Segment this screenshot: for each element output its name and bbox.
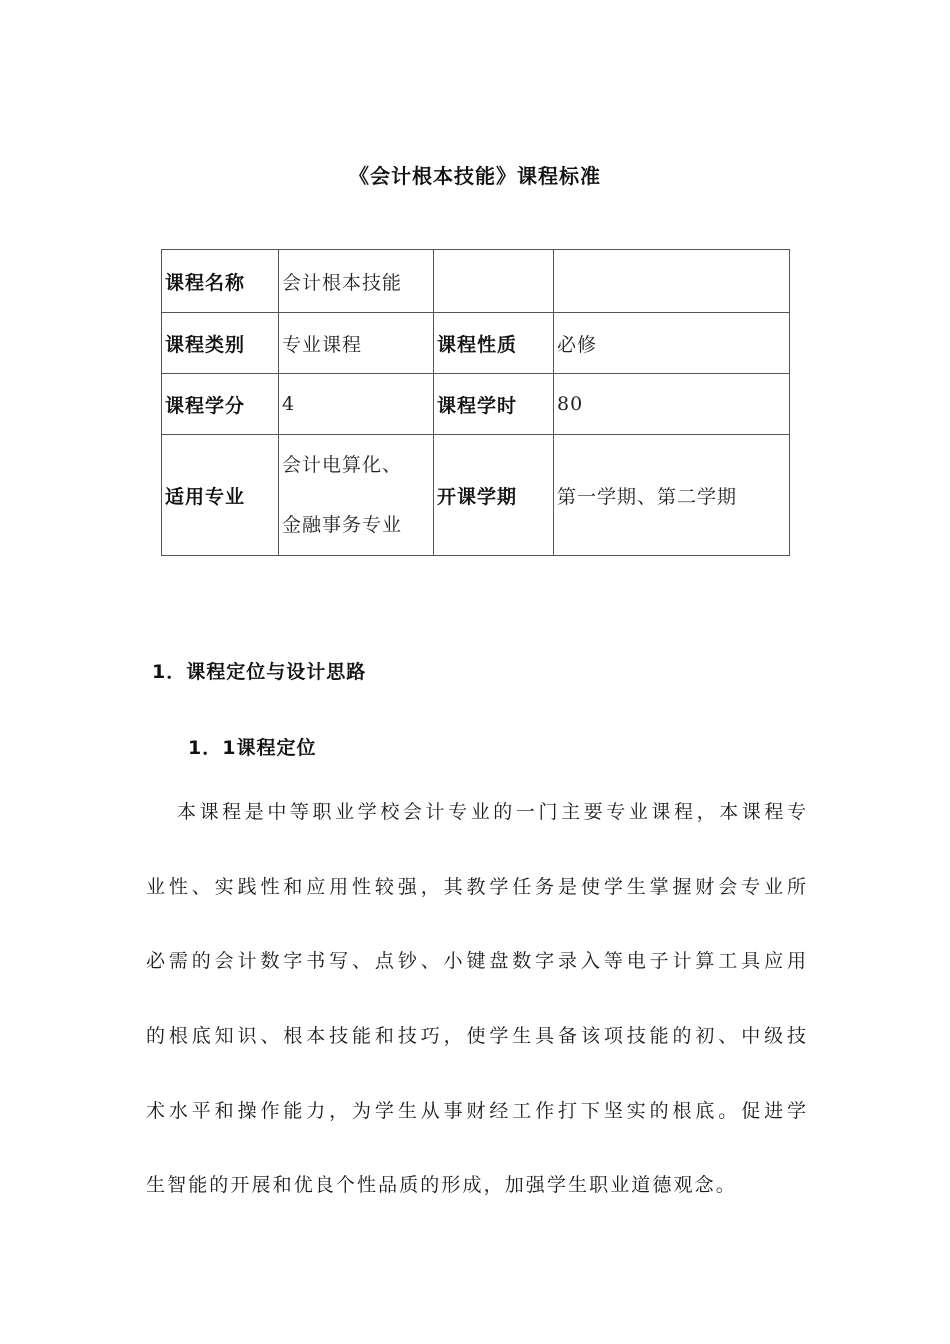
course-nature-label: 课程性质 — [434, 313, 554, 374]
empty-cell — [554, 250, 790, 313]
course-nature-value: 必修 — [554, 313, 790, 374]
course-name-value: 会计根本技能 — [279, 250, 434, 313]
paragraph-line: 术水平和操作能力，为学生从事财经工作打下坚实的根底。促进学 — [146, 1100, 806, 1122]
course-category-label: 课程类别 — [162, 313, 279, 374]
course-name-label: 课程名称 — [162, 250, 279, 313]
course-credits-label: 课程学分 — [162, 374, 279, 435]
semester-label: 开课学期 — [434, 435, 554, 556]
applicable-major-value — [279, 435, 434, 556]
paragraph-line: 生智能的开展和优良个性品质的形成，加强学生职业道德观念。 — [146, 1174, 737, 1196]
paragraph-line: 本课程是中等职业学校会计专业的一门主要专业课程，本课程专 — [177, 801, 806, 823]
document-title: 《会计根本技能》课程标准 — [349, 164, 601, 188]
paragraph-line: 业性、实践性和应用性较强，其教学任务是使学生掌握财会专业所 — [146, 876, 806, 898]
applicable-major-label: 适用专业 — [162, 435, 279, 556]
section-heading: 1．课程定位与设计思路 — [152, 661, 367, 683]
course-category-value: 专业课程 — [279, 313, 434, 374]
table-row — [162, 374, 790, 435]
empty-cell — [434, 250, 554, 313]
paragraph-line: 的根底知识、根本技能和技巧，使学生具备该项技能的初、中级技 — [146, 1025, 806, 1047]
course-hours-label: 课程学时 — [434, 374, 554, 435]
semester-value: 第一学期、第二学期 — [554, 435, 790, 556]
subsection-heading: 1．1课程定位 — [188, 737, 317, 759]
table-row — [162, 313, 790, 374]
table-row — [162, 250, 790, 313]
course-credits-value: 4 — [279, 374, 434, 435]
applicable-major-line: 会计电算化、 — [282, 454, 403, 476]
course-info-table — [161, 249, 790, 556]
applicable-major-line: 金融事务专业 — [282, 514, 403, 536]
table-row — [162, 435, 790, 556]
paragraph-line: 必需的会计数字书写、点钞、小键盘数字录入等电子计算工具应用 — [146, 950, 806, 972]
course-hours-value: 80 — [554, 374, 790, 435]
